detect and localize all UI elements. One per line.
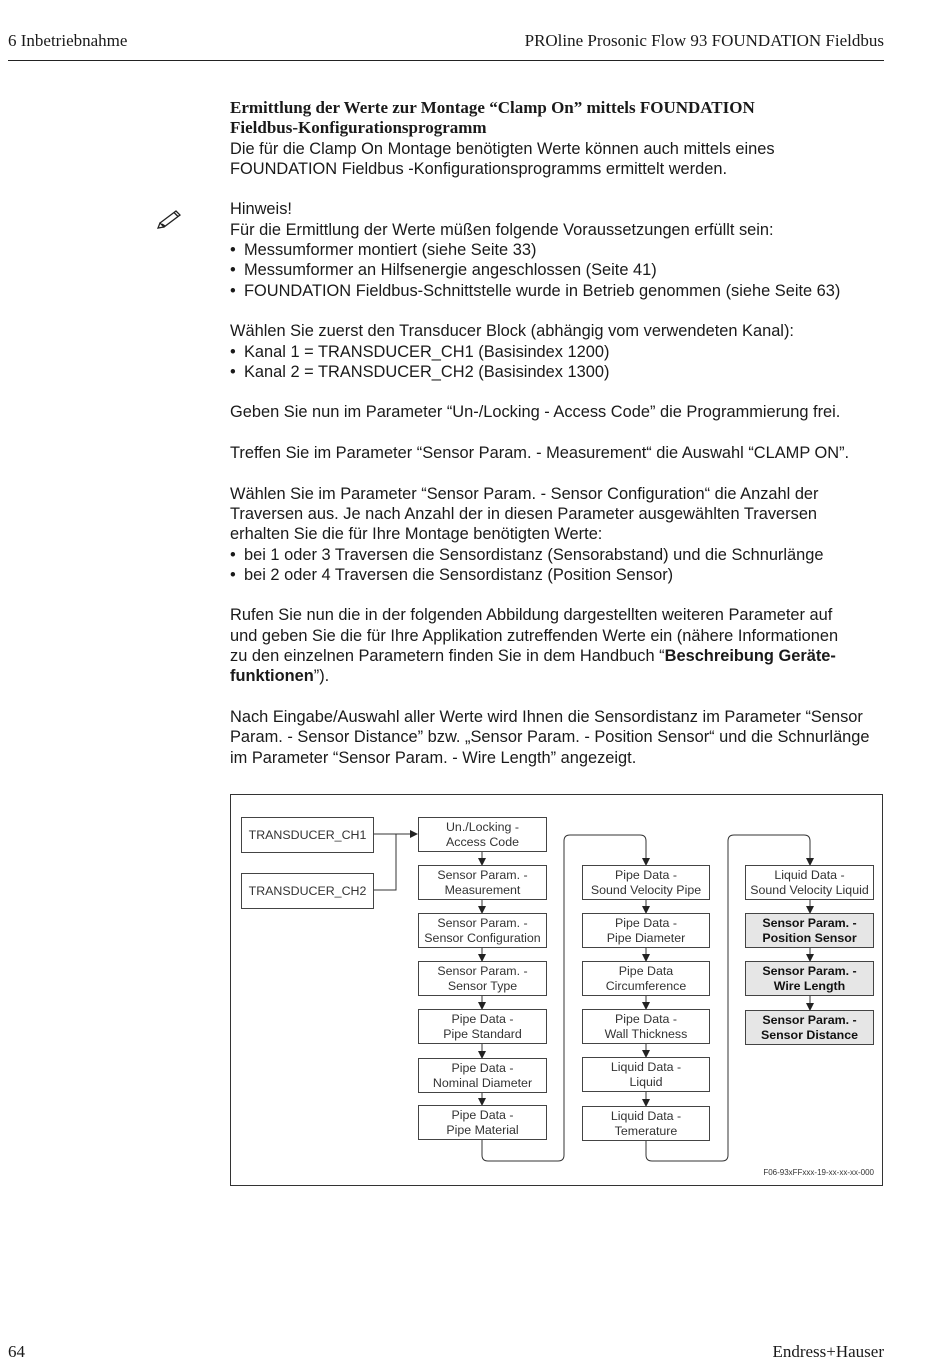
intro-line-1: Die für die Clamp On Montage benötigten Werte können auch mittels eines <box>230 139 775 158</box>
channel-list <box>230 342 890 383</box>
title-line-2: Fieldbus-Konfigurationsprogramm <box>230 118 487 138</box>
sensor-configuration-box: Sensor Param. - Sensor Configuration <box>418 913 547 948</box>
traverse-line-3: erhalten Sie die für Ihre Montage benötigten Werte: <box>230 525 603 544</box>
call-line-2: und geben Sie die für Ihre Applikation zutreffenden Werte ein (nähere Informationen <box>230 626 839 645</box>
sound-velocity-liquid-box: Liquid Data - Sound Velocity Liquid <box>745 865 874 900</box>
list-item: • Messumformer montiert (siehe Seite 33) <box>230 240 890 260</box>
unlock-text: Geben Sie nun im Parameter “Un-/Locking - Access Code” die Programmierung frei. <box>230 403 841 422</box>
call-line-1: Rufen Sie nun die in der folgenden Abbildung dargestellten weiteren Parameter auf <box>230 606 833 625</box>
sound-velocity-pipe-box: Pipe Data - Sound Velocity Pipe <box>582 865 710 900</box>
figure-code: F06-93xFFxxx-19-xx-xx-xx-000 <box>763 1168 874 1177</box>
transducer-ch2-box: TRANSDUCER_CH2 <box>241 873 374 909</box>
manual-title-part-2: funktionen <box>230 667 314 686</box>
pipe-material-box: Pipe Data - Pipe Material <box>418 1105 547 1140</box>
section-header: 6 Inbetriebnahme <box>8 31 128 50</box>
call-paragraph <box>230 605 890 686</box>
main-content <box>230 98 890 768</box>
pencil-note-icon <box>156 205 184 229</box>
wire-length-box: Sensor Param. - Wire Length <box>745 961 874 996</box>
liquid-box: Liquid Data - Liquid <box>582 1057 710 1092</box>
result-line-1: Nach Eingabe/Auswahl aller Werte wird Ihnen die Sensordistanz im Parameter “Sensor <box>230 707 863 726</box>
select-block-text: Wählen Sie zuerst den Transducer Block (abhängig vom verwendeten Kanal): <box>230 322 794 341</box>
brand-logo-text: Endress+Hauser <box>772 1342 884 1361</box>
sensor-type-box: Sensor Param. - Sensor Type <box>418 961 547 996</box>
manual-title-part-1: Beschreibung Geräte- <box>664 647 836 666</box>
result-line-2: Param. - Sensor Distance” bzw. „Sensor Param. - Position Sensor“ und die Schnurlänge <box>230 728 870 747</box>
list-item: • Kanal 2 = TRANSDUCER_CH2 (Basisindex 1300) <box>230 362 890 382</box>
list-item: • Kanal 1 = TRANSDUCER_CH1 (Basisindex 1200) <box>230 342 890 362</box>
list-item: • bei 2 oder 4 Traversen die Sensordistanz (Position Sensor) <box>230 565 890 585</box>
traverse-paragraph <box>230 484 890 545</box>
section-title <box>230 98 890 139</box>
prerequisite-list <box>230 240 890 301</box>
pipe-standard-box: Pipe Data - Pipe Standard <box>418 1009 547 1044</box>
wall-thickness-box: Pipe Data - Wall Thickness <box>582 1009 710 1044</box>
product-header: PROline Prosonic Flow 93 FOUNDATION Fieldbus <box>524 31 884 50</box>
intro-paragraph <box>230 139 890 180</box>
pipe-circumference-box: Pipe Data Circumference <box>582 961 710 996</box>
title-line-1: Ermittlung der Werte zur Montage “Clamp On” mittels FOUNDATION <box>230 98 755 117</box>
temperature-box: Liquid Data - Temerature <box>582 1106 710 1141</box>
list-item: • Messumformer an Hilfsenergie angeschlossen (Seite 41) <box>230 260 890 280</box>
intro-line-2: FOUNDATION Fieldbus -Konfigurationsprogramms ermittelt werden. <box>230 159 728 178</box>
sensor-distance-box: Sensor Param. - Sensor Distance <box>745 1010 874 1045</box>
transducer-ch1-box: TRANSDUCER_CH1 <box>241 817 374 853</box>
list-item: • FOUNDATION Fieldbus-Schnittstelle wurde in Betrieb genommen (siehe Seite 63) <box>230 281 890 301</box>
traverse-line-2: Traversen aus. Je nach Anzahl der in diesen Parameter ausgewählten Traversen <box>230 504 818 523</box>
access-code-box: Un./Locking - Access Code <box>418 817 547 852</box>
note-text: Für die Ermittlung der Werte müßen folgende Voraussetzungen erfüllt sein: <box>230 220 774 239</box>
page-number: 64 <box>8 1342 25 1361</box>
list-item: • bei 1 oder 3 Traversen die Sensordistanz (Sensorabstand) und die Schnurlänge <box>230 545 890 565</box>
nominal-diameter-box: Pipe Data - Nominal Diameter <box>418 1058 547 1093</box>
result-line-3: im Parameter “Sensor Param. - Wire Length” angezeigt. <box>230 748 637 767</box>
header-rule <box>8 60 884 61</box>
position-sensor-box: Sensor Param. - Position Sensor <box>745 913 874 948</box>
call-line-3: zu den einzelnen Parametern finden Sie in dem Handbuch “ <box>230 647 665 666</box>
measurement-text: Treffen Sie im Parameter “Sensor Param. - Measurement“ die Auswahl “CLAMP ON”. <box>230 444 850 463</box>
note-label: Hinweis! <box>230 200 292 219</box>
parameter-flow-diagram <box>230 794 883 1186</box>
result-paragraph <box>230 707 890 768</box>
traverse-list <box>230 545 890 586</box>
measurement-box: Sensor Param. - Measurement <box>418 865 547 900</box>
pipe-diameter-box: Pipe Data - Pipe Diameter <box>582 913 710 948</box>
traverse-line-1: Wählen Sie im Parameter “Sensor Param. - Sensor Configuration“ die Anzahl der <box>230 484 819 503</box>
call-line-4-end: ”). <box>313 667 330 686</box>
